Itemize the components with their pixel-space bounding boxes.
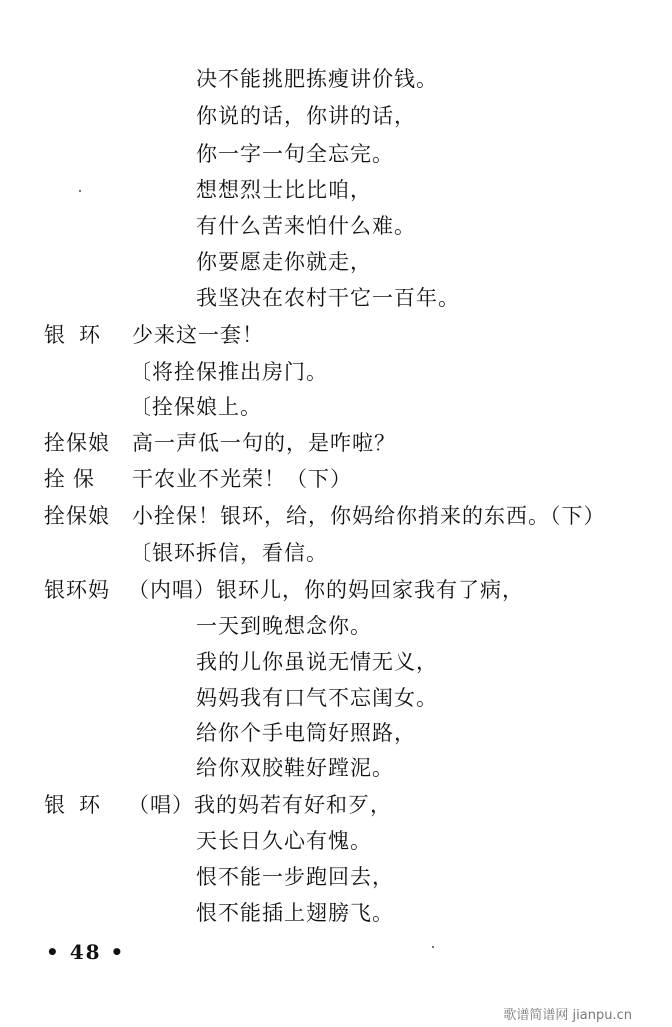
speaker-name: 拴保	[44, 467, 102, 491]
verse-line: 恨不能一步跑回去，	[196, 865, 394, 889]
scan-speck	[432, 946, 434, 948]
verse-line: 你说的话，你讲的话，	[196, 104, 416, 128]
verse-line: 决不能挑肥拣瘦讲价钱。	[196, 67, 438, 91]
dialogue-line: 少来这一套！	[132, 323, 264, 347]
dialogue-line: （内唱）银环儿，你的妈回家我有了病，	[128, 578, 524, 602]
verse-line: 我坚决在农村干它一百年。	[196, 286, 460, 310]
dialogue-line: （唱）我的妈若有好和歹，	[128, 793, 392, 817]
speaker-name: 银环	[44, 323, 114, 347]
verse-line: 我的儿你虽说无情无义，	[196, 650, 438, 674]
verse-line: 给你双胶鞋好蹚泥。	[196, 756, 394, 780]
dialogue-line: 干农业不光荣！（下）	[132, 467, 352, 491]
verse-line: 妈妈我有口气不忘闺女。	[196, 686, 438, 710]
verse-line: 想想烈士比比咱，	[196, 178, 372, 202]
verse-line: 天长日久心有愧。	[196, 829, 372, 853]
page-number: • 48 •	[46, 940, 126, 964]
speaker-name: 拴保娘	[44, 431, 110, 455]
watermark: 歌谱简谱网 jianpu.cn	[503, 1008, 632, 1023]
stage-direction: 〔拴保娘上。	[130, 395, 262, 419]
speaker-name: 银环妈	[44, 578, 110, 602]
verse-line: 你一字一句全忘完。	[196, 142, 394, 166]
stage-direction: 〔将拴保推出房门。	[130, 360, 328, 384]
verse-line: 给你个手电筒好照路，	[196, 721, 416, 745]
speaker-name: 银环	[44, 793, 114, 817]
verse-line: 有什么苦来怕什么难。	[196, 214, 416, 238]
scan-speck	[79, 190, 81, 192]
speaker-name: 拴保娘	[44, 504, 110, 528]
verse-line: 你要愿走你就走，	[196, 250, 372, 274]
verse-line: 一天到晚想念你。	[196, 614, 372, 638]
dialogue-line: 小拴保！银环，给，你妈给你捎来的东西。（下）	[132, 504, 606, 528]
verse-line: 恨不能插上翅膀飞。	[196, 901, 394, 925]
dialogue-line: 高一声低一句的，是咋啦？	[132, 431, 396, 455]
stage-direction: 〔银环拆信，看信。	[130, 541, 328, 565]
